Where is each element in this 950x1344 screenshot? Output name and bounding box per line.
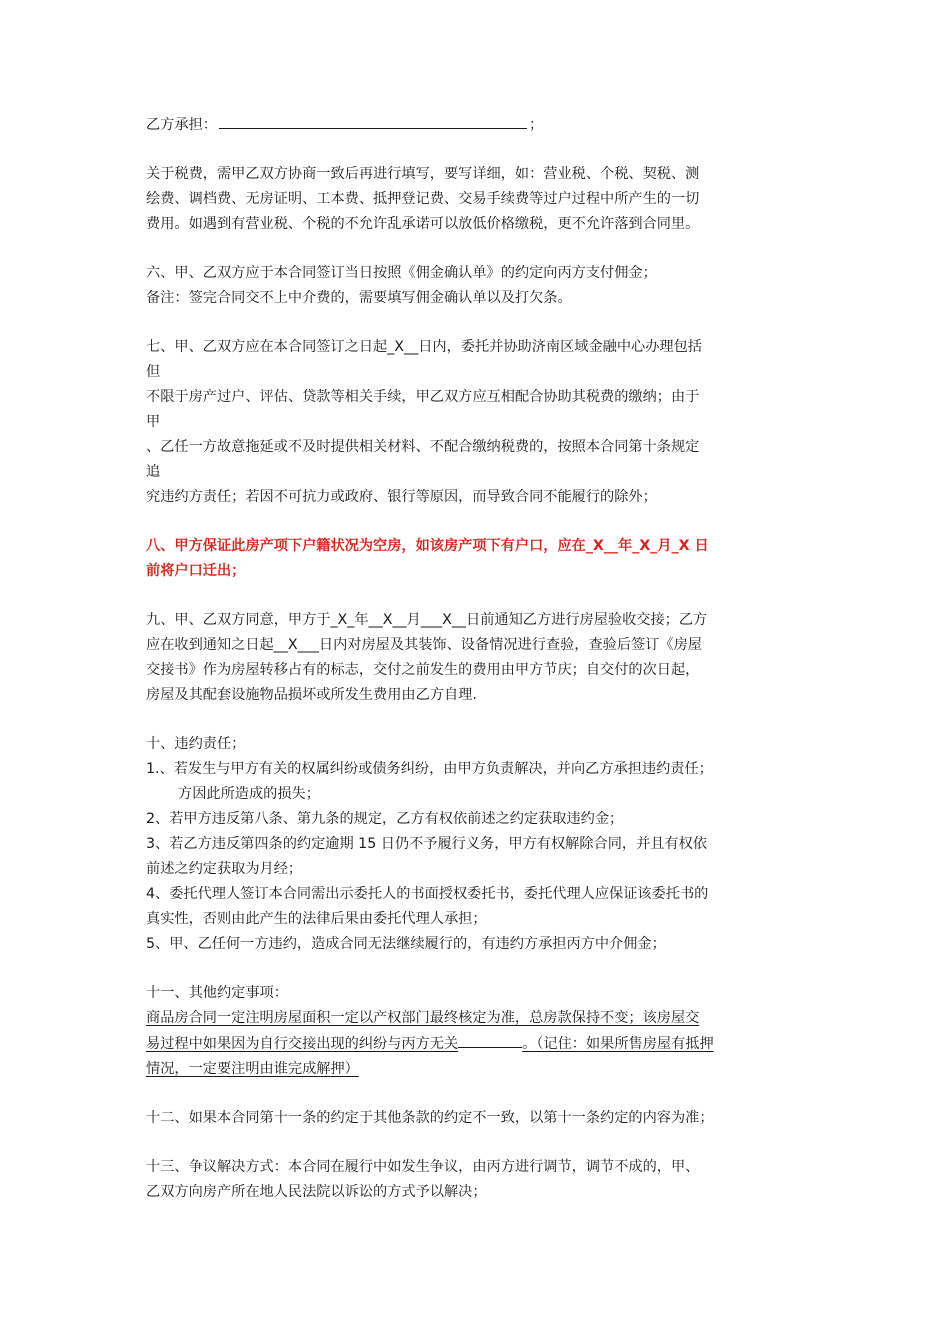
clause-nine-line-3: 交接书》作为房屋转移占有的标志，交付之前发生的费用由甲方节庆；自交付的次日起， [146, 662, 700, 678]
clause-ten-item-2: 2、若甲方违反第八条、第九条的规定，乙方有权依前述之约定获取违约金； [146, 811, 624, 827]
clause-nine-line-1: 九、甲、乙双方同意，甲方于_X_年__X__月___X__日前通知乙方进行房屋验收交接；乙方 [146, 612, 708, 628]
clause-eight-line-2: 前将户口迁出； [146, 563, 246, 579]
clause-ten-breach [146, 732, 812, 957]
clause-seven-line-5: 、乙任一方故意拖延或不及时提供相关材料、不配合缴纳税费的，按照本合同第十条规定 [146, 439, 700, 455]
fill-in-blank[interactable] [219, 112, 527, 129]
clause-eight-line-1: 八、甲方保证此房产项下户籍状况为空房，如该房产项下有户口，应在_X__年_X_月_X 日 [146, 538, 709, 554]
clause-eleven-line-2a: 易过程中如果因为自行交接出现的纠纷与丙方无关 [146, 1036, 459, 1052]
yifang-end: ； [528, 117, 544, 133]
clause-ten-item-1: 1.、若发生与甲方有关的权属纠纷或债务纠纷，由甲方负责解决，并向乙方承担违约责任； [146, 761, 713, 777]
clause-seven-line-2: 但 [146, 364, 161, 380]
clause-twelve-line-1: 十二、如果本合同第十一条的约定于其他条款的约定不一致，以第十一条约定的内容为准； [146, 1110, 714, 1126]
clause-nine-line-4: 房屋及其配套设施物品损坏或所发生费用由乙方自理. [146, 687, 477, 703]
clause-ten-item-4-cont: 真实性，否则由此产生的法律后果由委托代理人承担； [146, 911, 487, 927]
clause-twelve [146, 1106, 812, 1131]
clause-thirteen [146, 1155, 812, 1205]
tax-line-1: 关于税费，需甲乙双方协商一致后再进行填写，要写详细，如：营业税、个税、契税、测 [146, 166, 700, 182]
underlined-blank[interactable] [458, 1031, 522, 1048]
clause-seven-line-7: 究违约方责任；若因不可抗力或政府、银行等原因，而导致合同不能履行的除外； [146, 489, 657, 505]
clause-ten-item-3: 3、若乙方违反第四条的约定逾期 15 日仍不予履行义务，甲方有权解除合同，并且有权依 [146, 836, 708, 852]
clause-seven-line-1: 七、甲、乙双方应在本合同签订之日起_X__日内，委托并协助济南区域金融中心办理包括 [146, 339, 702, 355]
paragraph-tax-note [146, 162, 812, 237]
clause-eleven-title: 十一、其他约定事项： [146, 985, 288, 1001]
clause-eleven [146, 981, 812, 1082]
clause-seven [146, 335, 812, 510]
clause-eleven-line-2b: 。（记住：如果所售房屋有抵押 [522, 1036, 714, 1052]
clause-ten-title: 十、违约责任； [146, 736, 246, 752]
clause-seven-line-3: 不限于房产过户、评估、贷款等相关手续，甲乙双方应互相配合协助其税费的缴纳；由于 [146, 389, 700, 405]
clause-thirteen-line-1: 十三、争议解决方式：本合同在履行中如发生争议，由丙方进行调节，调节不成的，甲、 [146, 1159, 700, 1175]
clause-nine-line-2: 应在收到通知之日起__X___日内对房屋及其装饰、设备情况进行查验，查验后签订《房屋 [146, 637, 702, 653]
clause-seven-line-6: 追 [146, 464, 161, 480]
clause-ten-item-4: 4、委托代理人签订本合同需出示委托人的书面授权委托书，委托代理人应保证该委托书的 [146, 886, 709, 902]
clause-eight-highlighted [146, 534, 812, 584]
clause-six [146, 261, 812, 311]
clause-eleven-line-3: 情况，一定要注明由谁完成解押） [146, 1061, 359, 1077]
clause-seven-line-4: 甲 [146, 414, 161, 430]
clause-nine [146, 608, 812, 708]
contract-content [146, 112, 812, 1229]
yifang-label: 乙方承担： [146, 117, 217, 133]
clause-ten-item-1-cont: 方因此所造成的损失； [178, 786, 320, 802]
clause-ten-item-5: 5、甲、乙任何一方违约，造成合同无法继续履行的，有违约方承担丙方中介佣金； [146, 936, 666, 952]
paragraph-yifang-bear [146, 112, 812, 138]
clause-eleven-line-2 [146, 1031, 812, 1057]
clause-eleven-line-1: 商品房合同一定注明房屋面积一定以产权部门最终核定为准，总房款保持不变；该房屋交 [146, 1010, 700, 1026]
clause-ten-item-3-cont: 前述之约定获取为月经； [146, 861, 303, 877]
clause-six-note: 备注：签完合同交不上中介费的，需要填写佣金确认单以及打欠条。 [146, 290, 572, 306]
clause-thirteen-line-2: 乙双方向房产所在地人民法院以诉讼的方式予以解决； [146, 1184, 487, 1200]
clause-six-line-1: 六、甲、乙双方应于本合同签订当日按照《佣金确认单》的约定向丙方支付佣金； [146, 265, 657, 281]
tax-line-2: 绘费、调档费、无房证明、工本费、抵押登记费、交易手续费等过户过程中所产生的一切 [146, 191, 700, 207]
tax-line-3: 费用。如遇到有营业税、个税的不允许乱承诺可以放低价格缴税，更不允许落到合同里。 [146, 216, 700, 232]
